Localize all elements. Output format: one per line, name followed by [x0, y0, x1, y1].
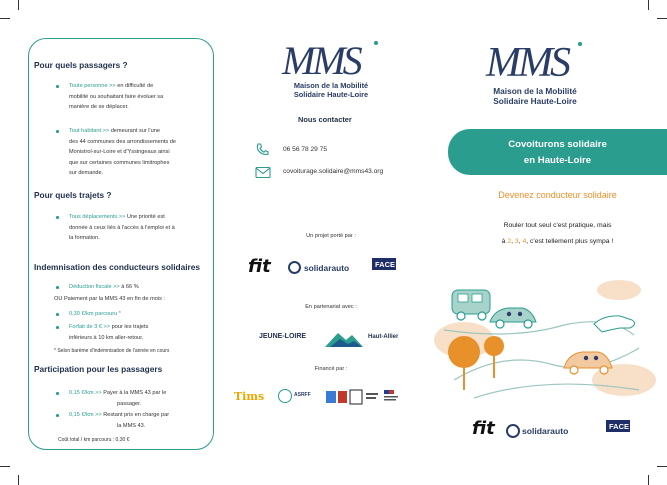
phone-number[interactable]: 06 56 78 29 75 [283, 146, 327, 153]
list-item: 0,15 €/km >> Restant pris en charge par la MMS 43. [69, 412, 170, 429]
solidarauto-logo: solidarauto [304, 263, 350, 273]
fit-logo: fit [248, 256, 271, 277]
list-item: Forfait de 3 € >> pour les trajets inférieurs à 10 km aller-retour. [69, 324, 149, 341]
solidarauto-icon [506, 424, 520, 438]
funded-by-label: Financé par : [314, 366, 348, 372]
svg-text:MMS: MMS [282, 38, 360, 83]
contact-title: Nous contacter [298, 115, 352, 124]
bullet-icon [56, 286, 59, 289]
total-cost: Coût total / km parcouru : 0,30 € [58, 437, 130, 443]
tims-logo: Tims [234, 390, 265, 403]
face-logo: FACE [375, 260, 396, 269]
bullet-icon [56, 216, 59, 219]
jeune-loire-logo: JEUNE-LOIRE [259, 333, 307, 340]
headline-line-1: Covoiturons solidaire [508, 139, 607, 150]
haut-allier-logo: Haut-Allier [368, 334, 399, 340]
bullet-icon [56, 326, 59, 329]
bullet-icon [56, 130, 59, 133]
list-item: 0,30 €/km parcouru * [69, 311, 121, 317]
mountain-icon [324, 327, 364, 349]
fit-logo: fit [472, 418, 495, 439]
logo-caption: Maison de la Mobilité Solidaire Haute-Loire [293, 81, 369, 99]
face-logo: FACE [609, 422, 630, 431]
list-item: Déduction fiscale >> à 66 % [69, 284, 139, 290]
bullet-icon [56, 313, 59, 316]
section-title-passengers: Pour quels passagers ? [34, 60, 128, 70]
carpool-illustration [434, 280, 656, 410]
mms-logo [276, 34, 386, 84]
phone-icon [255, 142, 270, 157]
funder-logos-icon [326, 388, 400, 406]
bullet-icon [56, 85, 59, 88]
tagline-line-2: à 2, 3, 4, c'est tellement plus sympa ! [501, 238, 614, 245]
email-link[interactable]: covoiturage.solidaire@mms43.org [283, 168, 384, 175]
headline-line-2: en Haute-Loire [523, 155, 592, 166]
list-item: Tout habitant >> demeurant sur l'une des 44 communes des arrondissements de Monistrol-sur-Loire et d'Yssingeaux ainsi que sur certaines communes limitrophes sur demande. [69, 128, 176, 176]
funder-logo: ASRFF [294, 392, 311, 398]
headline-banner [448, 129, 667, 175]
bullet-icon [56, 414, 59, 417]
bullet-icon [56, 392, 59, 395]
list-item: 0,15 €/km >> Payer à la MMS 43 par le passager. [69, 390, 167, 407]
section-title-passenger-participation: Participation pour les passagers [34, 364, 163, 374]
footnote: * Selon barème d'indemnisation de l'année en cours [54, 348, 170, 354]
section-title-trips: Pour quels trajets ? [34, 190, 112, 200]
logo-caption: Maison de la Mobilité Solidaire Haute-Loire [493, 86, 577, 106]
partnership-label: En partenariat avec : [305, 304, 357, 310]
payment-option: OU Paiement par la MMS 43 en fin de mois : [54, 296, 165, 302]
list-item: Tous déplacements >> Une priorité est donnée à ceux liés à l'accès à l'emploi et à la formation. [69, 214, 175, 241]
svg-text:MMS: MMS [486, 40, 568, 86]
solidarauto-logo: solidarauto [522, 426, 569, 436]
tagline-line-1: Rouler tout seul c'est pratique, mais [503, 222, 612, 229]
subtitle: Devenez conducteur solidaire [498, 190, 617, 200]
mms-logo [480, 34, 590, 86]
list-item: Toute personne >> en difficulté de mobilité ou souhaitant faire évoluer sa manière de se déplacer. [69, 83, 164, 110]
email-icon [255, 166, 271, 179]
carried-by-label: Un projet porté par : [306, 233, 356, 239]
solidarauto-icon [288, 261, 301, 274]
section-title-driver-compensation: Indemnisation des conducteurs solidaires [34, 262, 200, 272]
funder-seal-icon [278, 389, 292, 403]
